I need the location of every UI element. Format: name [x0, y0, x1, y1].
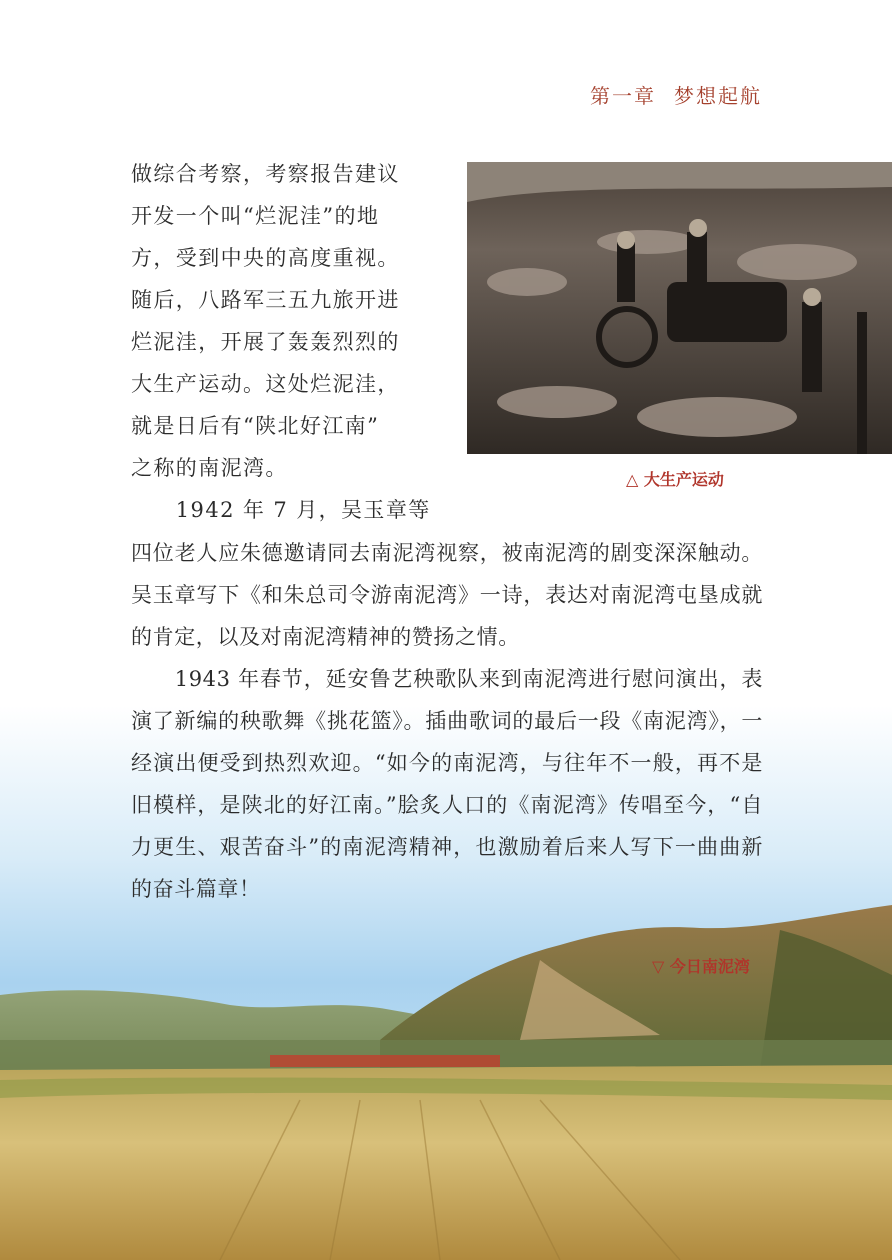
text-line: 烂泥洼，开展了轰轰烈烈的 [131, 330, 400, 354]
running-header [590, 80, 762, 109]
text-line: 方，受到中央的高度重视。 [131, 246, 400, 270]
body-paragraphs [131, 532, 763, 910]
photo-caption-bottom: ▽ 今日南泥湾 [652, 957, 750, 976]
text-line: 做综合考察，考察报告建议 [131, 162, 400, 186]
text-line: 之称的南泥湾。 [131, 456, 288, 480]
photo-great-production-movement [467, 162, 892, 454]
text-line: 1942 年 7 月，吴玉章等 [131, 498, 431, 522]
paragraph-spring-festival: 1943 年春节，延安鲁艺秧歌队来到南泥湾进行慰问演出，表演了新编的秧歌舞《挑花篮》。插曲歌词的最后一段《南泥湾》，一经演出便受到热烈欢迎。“如今的南泥湾，与往年不一般，再不是旧模样，是陕北的好江南。”脍炙人口的《南泥湾》传唱至今，“自力更生、艰苦奋斗”的南泥湾精神，也激励着后来人写下一曲曲新的奋斗篇章！ [131, 667, 763, 901]
photo-caption-top: △ 大生产运动 [626, 470, 724, 489]
text-line: 就是日后有“陕北好江南” [131, 414, 380, 438]
text-line: 开发一个叫“烂泥洼”的地 [131, 204, 380, 228]
narrow-column-text [131, 153, 436, 531]
text-line: 大生产运动。这处烂泥洼， [131, 372, 400, 396]
chapter-title: 梦想起航 [674, 84, 762, 108]
paragraph-wu-yuzhang: 四位老人应朱德邀请同去南泥湾视察，被南泥湾的剧变深深触动。吴玉章写下《和朱总司令游南泥湾》一诗，表达对南泥湾屯垦成就的肯定，以及对南泥湾精神的赞扬之情。 [131, 541, 763, 649]
text-line: 随后，八路军三五九旅开进 [131, 288, 400, 312]
chapter-number: 第一章 [590, 84, 656, 108]
